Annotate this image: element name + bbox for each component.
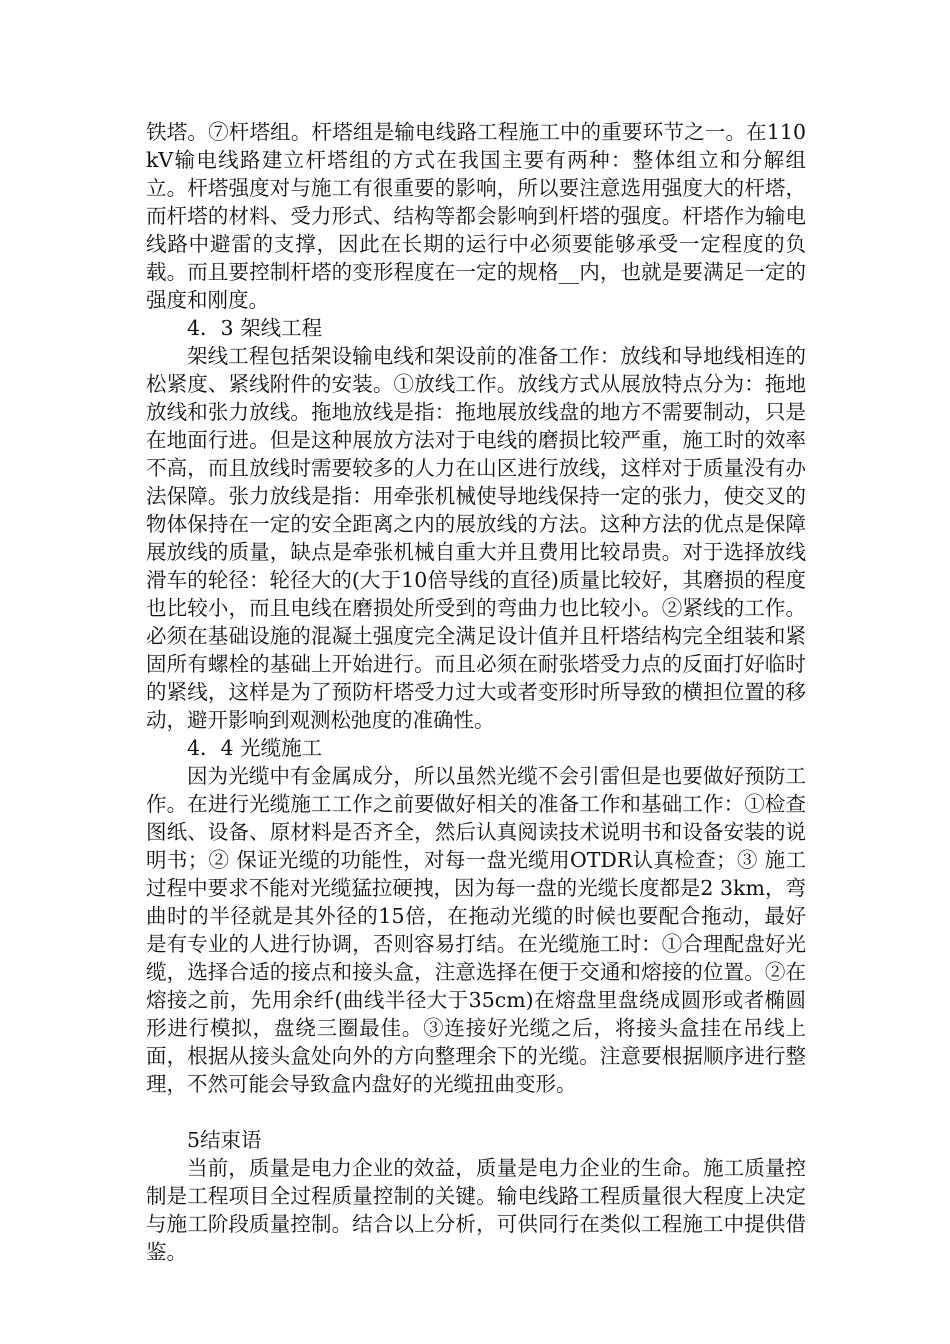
paragraph-optical-cable: 因为光缆中有金属成分，所以虽然光缆不会引雷但是也要做好预防工作。在进行光缆施工工作之前要做好相关的准备工作和基础工作：①检查图纸、设备、原材料是否齐全，然后认真阅读技术说明书和设备安装的说明书；② 保证光缆的功能性，对每一盘光缆用OTDR认真检查；③ 施工过程中要求不能对光缆猛拉硬拽，因为每一盘的光缆长度都是2 3km，弯曲时的半径就是其外径的15倍，在拖动光缆的时候也要配合拖动，最好是有专业的人进行协调，否则容易打结。在光缆施工时：①合理配盘好光缆，选择合适的接点和接头盒，注意选择在便于交通和熔接的位置。②在熔接之前，先用余纤(曲线半径大于35cm)在熔盘里盘绕成圆形或者椭圆形进行模拟，盘绕三圈最佳。③连接好光缆之后，将接头盒挂在吊线上面，根据从接头盒处向外的方向整理余下的光缆。注意要根据顺序进行整理，不然可能会导致盒内盘好的光缆扭曲变形。 bbox=[146, 764, 806, 1096]
document-page bbox=[146, 118, 806, 1266]
section-heading-4-3: 4．3 架线工程 bbox=[187, 316, 323, 340]
section-heading-4-4: 4．4 光缆施工 bbox=[187, 736, 323, 760]
paragraph-conclusion: 当前，质量是电力企业的效益，质量是电力企业的生命。施工质量控制是工程项目全过程质量控制的关键。输电线路工程质量很大程度上决定与施工阶段质量控制。结合以上分析，可供同行在类似工程施工中提供借鉴。 bbox=[146, 1156, 806, 1264]
section-heading-conclusion: 5结束语 bbox=[187, 1128, 262, 1152]
paragraph-tower-assembly: 铁塔。⑦杆塔组。杆塔组是输电线路工程施工中的重要环节之一。在110kV输电线路建立杆塔组的方式在我国主要有两种：整体组立和分解组立。杆塔强度对与施工有很重要的影响，所以要注意选用强度大的杆塔，而杆塔的材料、受力形式、结构等都会影响到杆塔的强度。杆塔作为输电线路中避雷的支撑，因此在长期的运行中必须要能够承受一定程度的负载。而且要控制杆塔的变形程度在一定的规格__内，也就是要满足一定的强度和刚度。 bbox=[146, 120, 806, 312]
paragraph-stringing-works: 架线工程包括架设输电线和架设前的准备工作：放线和导地线相连的松紧度、紧线附件的安装。①放线工作。放线方式从展放特点分为：拖地放线和张力放线。拖地放线是指：拖地展放线盘的地方不需要制动，只是在地面行进。但是这种展放方法对于电线的磨损比较严重，施工时的效率不高，而且放线时需要较多的人力在山区进行放线，这样对于质量没有办法保障。张力放线是指：用牵张机械使导地线保持一定的张力，使交叉的物体保持在一定的安全距离之内的展放线的方法。这种方法的优点是保障展放线的质量，缺点是牵张机械自重大并且费用比较昂贵。对于选择放线滑车的轮径：轮径大的(大于10倍导线的直径)质量比较好，其磨损的程度也比较小，而且电线在磨损处所受到的弯曲力也比较小。②紧线的工作。必须在基础设施的混凝土强度完全满足设计值并且杆塔结构完全组装和紧固所有螺栓的基础上开始进行。而且必须在耐张塔受力点的反面打好临时的紧线，这样是为了预防杆塔受力过大或者变形时所导致的横担位置的移动，避开影响到观测松弛度的准确性。 bbox=[146, 344, 806, 732]
